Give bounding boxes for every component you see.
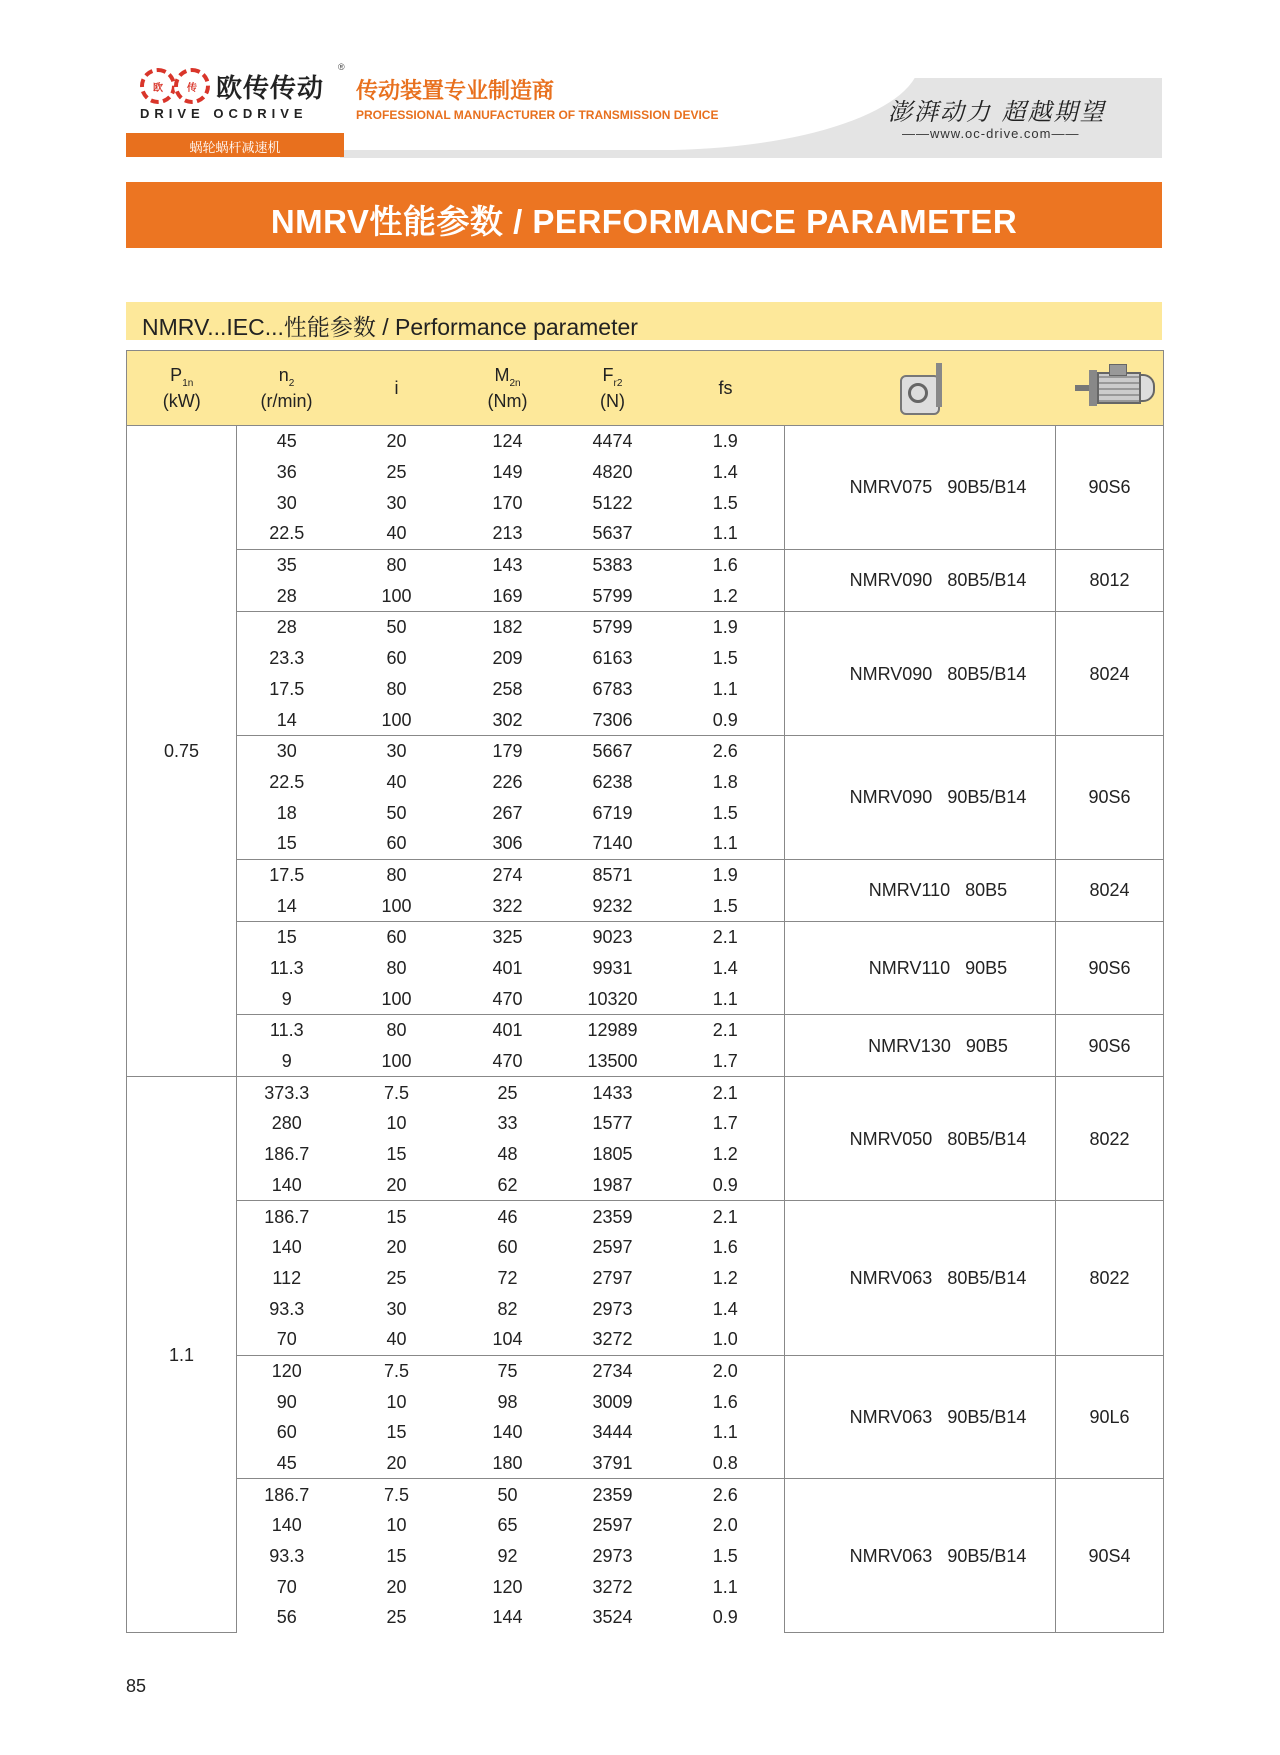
speed-cell: 17.5: [269, 678, 305, 699]
ratio-cell: 25: [386, 1607, 407, 1628]
ratio-cell: 20: [386, 1174, 407, 1195]
torque-cell: 48: [497, 1144, 518, 1165]
radial-load-cell: 4474: [559, 426, 667, 457]
ratio-cell: 80: [386, 958, 407, 979]
service-factor-cell: 1.4: [712, 958, 738, 979]
service-factor-cell: 1.1: [712, 988, 738, 1009]
speed-cell: 28: [276, 585, 297, 606]
radial-load-cell: 3524: [592, 1607, 633, 1628]
torque-cell: 322: [492, 895, 523, 916]
speed-cell: 15: [276, 833, 297, 854]
ratio-cell: 30: [386, 1298, 407, 1319]
ratio-cell: 15: [386, 1144, 407, 1165]
torque-cell: 169: [492, 585, 523, 606]
logo-subtitle: DRIVE OCDRIVE: [140, 106, 308, 121]
torque-cell: 180: [492, 1453, 523, 1474]
service-factor-cell: 1.2: [712, 1267, 738, 1288]
radial-load-cell: 2973: [592, 1546, 633, 1567]
service-factor-cell: 2.6: [667, 735, 785, 766]
torque-cell: 267: [492, 802, 523, 823]
table-row: [127, 859, 1164, 890]
motor-type-cell: 90S4: [1056, 1479, 1164, 1633]
service-factor-cell: 1.5: [712, 895, 738, 916]
speed-cell: 45: [276, 1453, 297, 1474]
radial-load-cell: 4820: [592, 462, 633, 483]
table-row: [127, 1479, 1164, 1510]
radial-load-cell: 7306: [592, 709, 633, 730]
speed-cell: 140: [271, 1515, 302, 1536]
gearbox-model-cell: NMRV110 80B5: [785, 859, 1056, 921]
speed-cell: 120: [237, 1355, 337, 1386]
speed-cell: 56: [276, 1607, 297, 1628]
torque-cell: 120: [492, 1576, 523, 1597]
speed-cell: 11.3: [269, 958, 304, 979]
speed-cell: 14: [276, 895, 297, 916]
radial-load-cell: 2797: [592, 1267, 633, 1288]
service-factor-cell: 1.2: [712, 585, 738, 606]
torque-cell: 143: [457, 549, 559, 580]
table-row: [127, 1015, 1164, 1046]
worm-gearbox-icon: [896, 361, 944, 415]
speed-cell: 280: [271, 1113, 302, 1134]
service-factor-cell: 1.9: [667, 426, 785, 457]
motor-type-cell: 90S6: [1056, 922, 1164, 1015]
ratio-cell: 100: [381, 1051, 412, 1072]
service-factor-cell: 2.0: [667, 1355, 785, 1386]
service-factor-cell: 2.1: [667, 922, 785, 953]
table-row: [127, 735, 1164, 766]
speed-cell: 36: [276, 462, 297, 483]
torque-cell: 401: [457, 1015, 559, 1046]
radial-load-cell: 13500: [587, 1051, 638, 1072]
torque-cell: 72: [497, 1267, 518, 1288]
table-row: [127, 549, 1164, 580]
table-row: [127, 612, 1164, 643]
torque-cell: 302: [492, 709, 523, 730]
speed-cell: 28: [237, 612, 337, 643]
motor-type-cell: 90S6: [1056, 426, 1164, 550]
torque-cell: 213: [492, 523, 523, 544]
gearbox-model-cell: NMRV090 90B5/B14: [785, 735, 1056, 859]
service-factor-cell: 1.7: [712, 1113, 738, 1134]
ratio-cell: 80: [337, 1015, 457, 1046]
service-factor-cell: 1.1: [712, 678, 738, 699]
ratio-cell: 10: [386, 1515, 407, 1536]
torque-cell: 470: [492, 988, 523, 1009]
speed-cell: 93.3: [269, 1546, 305, 1567]
ratio-cell: 25: [386, 1267, 407, 1288]
torque-cell: 325: [457, 922, 559, 953]
torque-cell: 82: [497, 1298, 518, 1319]
radial-load-cell: 6238: [592, 771, 633, 792]
torque-cell: 25: [457, 1077, 559, 1108]
section-title: NMRV...IEC...性能参数 / Performance parameter: [142, 314, 638, 340]
radial-load-cell: 3791: [592, 1453, 633, 1474]
speed-cell: 11.3: [237, 1015, 337, 1046]
col-header-radial-load: $F_{r2}$ (N): [559, 351, 667, 426]
service-factor-cell: 2.6: [667, 1479, 785, 1510]
motor-type-cell: 8022: [1056, 1201, 1164, 1355]
col-header-service-factor: fs: [667, 351, 785, 426]
ratio-cell: 20: [386, 1576, 407, 1597]
brand-tagline-cn: 传动装置专业制造商: [356, 78, 555, 103]
speed-cell: 9: [281, 1051, 292, 1072]
ratio-cell: 100: [381, 709, 412, 730]
ratio-cell: 7.5: [337, 1479, 457, 1510]
ratio-cell: 15: [386, 1546, 407, 1567]
torque-cell: 274: [457, 859, 559, 890]
torque-cell: 258: [492, 678, 523, 699]
radial-load-cell: 2734: [559, 1355, 667, 1386]
category-label: 蜗轮蜗杆减速机: [189, 140, 281, 155]
torque-cell: 65: [497, 1515, 518, 1536]
torque-cell: 149: [492, 462, 523, 483]
ratio-cell: 30: [386, 492, 407, 513]
table-header-row: [127, 351, 1164, 426]
radial-load-cell: 2597: [592, 1515, 633, 1536]
radial-load-cell: 3009: [592, 1391, 633, 1412]
service-factor-cell: 1.0: [712, 1329, 738, 1350]
service-factor-cell: 1.4: [712, 462, 738, 483]
torque-cell: 470: [492, 1051, 523, 1072]
speed-cell: 22.5: [269, 523, 305, 544]
speed-cell: 112: [272, 1267, 302, 1288]
speed-cell: 140: [271, 1237, 302, 1258]
ratio-cell: 40: [386, 523, 407, 544]
radial-load-cell: 5122: [592, 492, 633, 513]
service-factor-cell: 1.2: [712, 1144, 738, 1165]
service-factor-cell: 1.6: [712, 1391, 738, 1412]
power-cell: 0.75: [127, 426, 237, 1077]
radial-load-cell: 9023: [559, 922, 667, 953]
service-factor-cell: 2.1: [667, 1015, 785, 1046]
service-factor-cell: 1.1: [712, 833, 738, 854]
service-factor-cell: 1.5: [712, 648, 738, 669]
radial-load-cell: 9232: [592, 895, 633, 916]
service-factor-cell: 1.5: [712, 802, 738, 823]
service-factor-cell: 1.1: [712, 523, 738, 544]
radial-load-cell: 6783: [592, 678, 633, 699]
speed-cell: 60: [276, 1422, 297, 1443]
col-header-motor: [1056, 351, 1164, 426]
ratio-cell: 25: [386, 462, 407, 483]
torque-cell: 306: [492, 833, 523, 854]
page-title: NMRV性能参数 / PERFORMANCE PARAMETER: [270, 203, 1018, 240]
service-factor-cell: 1.6: [667, 549, 785, 580]
speed-cell: 30: [237, 735, 337, 766]
ratio-cell: 20: [386, 1453, 407, 1474]
speed-cell: 22.5: [269, 771, 305, 792]
torque-cell: 33: [497, 1113, 518, 1134]
motor-type-cell: 8024: [1056, 612, 1164, 736]
speed-cell: 15: [237, 922, 337, 953]
speed-cell: 35: [237, 549, 337, 580]
slogan: 澎湃动力 超越期望: [888, 98, 1106, 126]
gearbox-model-cell: NMRV110 90B5: [785, 922, 1056, 1015]
radial-load-cell: 1433: [559, 1077, 667, 1108]
logo-name: 欧传传动: [216, 73, 325, 103]
table-row: [127, 922, 1164, 953]
ratio-cell: 10: [386, 1391, 407, 1412]
torque-cell: 46: [457, 1201, 559, 1232]
radial-load-cell: 3444: [592, 1422, 633, 1443]
performance-table: [126, 350, 1164, 1633]
radial-load-cell: 2359: [559, 1479, 667, 1510]
ratio-cell: 100: [381, 585, 412, 606]
radial-load-cell: 6163: [592, 648, 633, 669]
torque-cell: 144: [492, 1607, 523, 1628]
radial-load-cell: 10320: [587, 988, 638, 1009]
col-header-speed: $n_2$ (r/min): [237, 351, 337, 426]
service-factor-cell: 0.8: [712, 1453, 738, 1474]
service-factor-cell: 1.7: [712, 1051, 738, 1072]
gear-icon: 传: [174, 68, 210, 104]
section-title-band: [126, 302, 1162, 340]
torque-cell: 50: [457, 1479, 559, 1510]
radial-load-cell: 7140: [592, 833, 633, 854]
speed-cell: 45: [237, 426, 337, 457]
radial-load-cell: 2597: [592, 1237, 633, 1258]
ratio-cell: 60: [337, 922, 457, 953]
service-factor-cell: 0.9: [712, 709, 738, 730]
gearbox-model-cell: NMRV090 80B5/B14: [785, 612, 1056, 736]
radial-load-cell: 1805: [592, 1144, 633, 1165]
ratio-cell: 20: [337, 426, 457, 457]
table-row: [127, 1077, 1164, 1108]
radial-load-cell: 6719: [592, 802, 633, 823]
speed-cell: 186.7: [237, 1479, 337, 1510]
ratio-cell: 30: [337, 735, 457, 766]
power-cell: 1.1: [127, 1077, 237, 1633]
torque-cell: 226: [492, 771, 523, 792]
col-header-power: $P_{1n}$ (kW): [127, 351, 237, 426]
speed-cell: 30: [276, 492, 297, 513]
radial-load-cell: 5383: [559, 549, 667, 580]
speed-cell: 140: [271, 1174, 302, 1195]
radial-load-cell: 5667: [559, 735, 667, 766]
speed-cell: 14: [276, 709, 297, 730]
speed-cell: 90: [276, 1391, 297, 1412]
speed-cell: 9: [281, 988, 292, 1009]
radial-load-cell: 2359: [559, 1201, 667, 1232]
motor-type-cell: 90L6: [1056, 1355, 1164, 1479]
ratio-cell: 7.5: [337, 1077, 457, 1108]
gearbox-model-cell: NMRV130 90B5: [785, 1015, 1056, 1077]
radial-load-cell: 8571: [559, 859, 667, 890]
radial-load-cell: 5799: [592, 585, 633, 606]
torque-cell: 170: [492, 492, 523, 513]
gearbox-model-cell: NMRV063 80B5/B14: [785, 1201, 1056, 1355]
ratio-cell: 40: [386, 1329, 407, 1350]
col-header-gearbox: [785, 351, 1056, 426]
service-factor-cell: 2.1: [667, 1201, 785, 1232]
page-number: 85: [126, 1676, 147, 1696]
ratio-cell: 60: [386, 648, 407, 669]
ratio-cell: 80: [386, 678, 407, 699]
service-factor-cell: 1.9: [667, 859, 785, 890]
table-row: [127, 426, 1164, 457]
ratio-cell: 40: [386, 771, 407, 792]
brand-tagline-en: PROFESSIONAL MANUFACTURER OF TRANSMISSION DEVICE: [356, 108, 719, 122]
gearbox-model-cell: NMRV090 80B5/B14: [785, 549, 1056, 611]
motor-type-cell: 90S6: [1056, 1015, 1164, 1077]
service-factor-cell: 1.5: [712, 492, 738, 513]
ratio-cell: 80: [337, 859, 457, 890]
company-logo: [140, 62, 345, 122]
service-factor-cell: 1.9: [667, 612, 785, 643]
torque-cell: 62: [497, 1174, 518, 1195]
torque-cell: 182: [457, 612, 559, 643]
col-header-torque: $M_{2n}$ (Nm): [457, 351, 559, 426]
radial-load-cell: 3272: [592, 1576, 633, 1597]
service-factor-cell: 1.8: [712, 771, 738, 792]
ratio-cell: 15: [386, 1422, 407, 1443]
motor-type-cell: 8024: [1056, 859, 1164, 921]
torque-cell: 98: [497, 1391, 518, 1412]
gearbox-model-cell: NMRV075 90B5/B14: [785, 426, 1056, 550]
category-bar: [126, 133, 344, 157]
ratio-cell: 50: [337, 612, 457, 643]
ratio-cell: 50: [386, 802, 407, 823]
torque-cell: 140: [492, 1422, 523, 1443]
torque-cell: 401: [492, 958, 523, 979]
ratio-cell: 7.5: [337, 1355, 457, 1386]
service-factor-cell: 2.1: [667, 1077, 785, 1108]
radial-load-cell: 3272: [592, 1329, 633, 1350]
gearbox-model-cell: NMRV063 90B5/B14: [785, 1479, 1056, 1633]
ratio-cell: 15: [337, 1201, 457, 1232]
speed-cell: 17.5: [237, 859, 337, 890]
radial-load-cell: 1577: [592, 1113, 633, 1134]
service-factor-cell: 2.0: [712, 1515, 738, 1536]
ratio-cell: 20: [386, 1237, 407, 1258]
ratio-cell: 80: [337, 549, 457, 580]
gearbox-model-cell: NMRV050 80B5/B14: [785, 1077, 1056, 1201]
speed-cell: 186.7: [264, 1144, 310, 1165]
service-factor-cell: 1.1: [712, 1422, 738, 1443]
motor-type-cell: 8012: [1056, 549, 1164, 611]
service-factor-cell: 1.4: [712, 1298, 738, 1319]
radial-load-cell: 2973: [592, 1298, 633, 1319]
radial-load-cell: 5637: [592, 523, 633, 544]
service-factor-cell: 1.6: [712, 1237, 738, 1258]
speed-cell: 70: [276, 1576, 297, 1597]
col-header-ratio: i: [337, 351, 457, 426]
torque-cell: 60: [497, 1237, 518, 1258]
radial-load-cell: 12989: [559, 1015, 667, 1046]
service-factor-cell: 1.5: [712, 1546, 738, 1567]
speed-cell: 23.3: [269, 648, 305, 669]
speed-cell: 18: [276, 802, 297, 823]
torque-cell: 209: [492, 648, 523, 669]
gear-icon: 欧: [140, 68, 176, 104]
motor-type-cell: 90S6: [1056, 735, 1164, 859]
torque-cell: 104: [492, 1329, 523, 1350]
service-factor-cell: 1.1: [712, 1576, 738, 1597]
speed-cell: 70: [276, 1329, 297, 1350]
radial-load-cell: 1987: [592, 1174, 633, 1195]
torque-cell: 179: [457, 735, 559, 766]
ratio-cell: 60: [386, 833, 407, 854]
website: ——www.oc-drive.com——: [902, 126, 1080, 141]
page-title-band: [126, 182, 1162, 248]
speed-cell: 93.3: [269, 1298, 305, 1319]
torque-cell: 75: [457, 1355, 559, 1386]
ratio-cell: 100: [381, 895, 412, 916]
table-row: [127, 1201, 1164, 1232]
speed-cell: 373.3: [237, 1077, 337, 1108]
ratio-cell: 100: [381, 988, 412, 1009]
torque-cell: 92: [497, 1546, 518, 1567]
radial-load-cell: 5799: [559, 612, 667, 643]
gearbox-model-cell: NMRV063 90B5/B14: [785, 1355, 1056, 1479]
registered-mark: ®: [338, 62, 345, 72]
electric-motor-icon: [1075, 364, 1157, 412]
radial-load-cell: 9931: [592, 958, 633, 979]
service-factor-cell: 0.9: [712, 1607, 738, 1628]
torque-cell: 124: [457, 426, 559, 457]
service-factor-cell: 0.9: [712, 1174, 738, 1195]
ratio-cell: 10: [386, 1113, 407, 1134]
motor-type-cell: 8022: [1056, 1077, 1164, 1201]
speed-cell: 186.7: [237, 1201, 337, 1232]
table-row: [127, 1355, 1164, 1386]
